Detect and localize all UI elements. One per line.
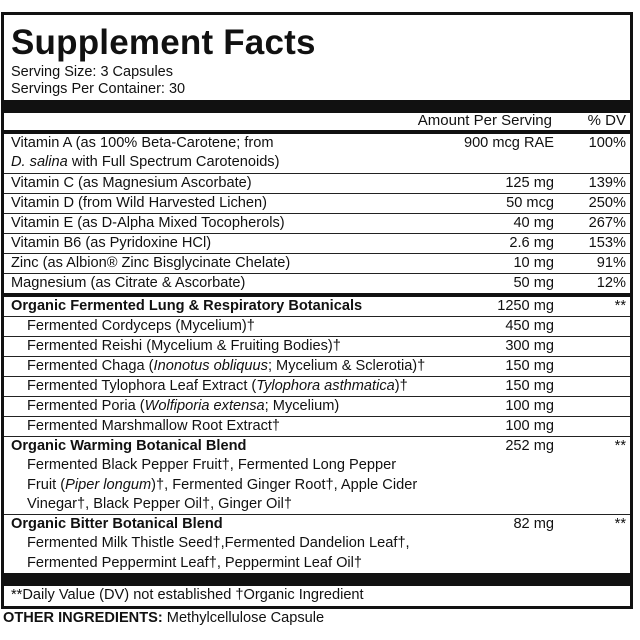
blend-name: Organic Fermented Lung & Respiratory Botanicals — [11, 298, 363, 314]
ingredient-amount: 300 mg — [505, 338, 554, 354]
ingredient-amount: 100 mg — [505, 398, 554, 414]
nutrient-row-vitamin-a — [4, 134, 630, 173]
servings-per-container: Servings Per Container: 30 — [11, 81, 186, 97]
nutrient-amount: 50 mg — [513, 275, 554, 291]
ingredient-name: Fermented Tylophora Leaf Extract (Tylophora asthmatica)† — [27, 378, 408, 394]
blend-row-warming — [4, 436, 630, 515]
nutrient-row-magnesium — [4, 273, 630, 293]
nutrient-name: Vitamin D (from Wild Harvested Lichen) — [11, 195, 268, 211]
nutrient-name: Vitamin A (as 100% Beta-Carotene; from — [11, 135, 274, 151]
nutrient-dv: 139% — [588, 175, 626, 191]
blend-row-bitter — [4, 514, 630, 575]
ingredient-name: Fermented Cordyceps (Mycelium)† — [27, 318, 255, 334]
other-ingredients-value: Methylcellulose Capsule — [162, 610, 325, 626]
nutrient-dv: 267% — [588, 215, 626, 231]
nutrient-name-rest: with Full Spectrum Carotenoids) — [67, 154, 280, 170]
other-ingredients-label: OTHER INGREDIENTS: — [3, 610, 163, 626]
nutrient-name: Zinc (as Albion® Zinc Bisglycinate Chelate) — [11, 255, 291, 271]
supplement-facts-panel — [1, 12, 633, 609]
ingredient-row — [4, 376, 630, 396]
nutrient-dv: 91% — [596, 255, 626, 271]
nutrient-name: Vitamin E (as D-Alpha Mixed Tocopherols) — [11, 215, 285, 231]
blend-dv: ** — [614, 438, 626, 454]
blend-amount: 82 mg — [513, 516, 554, 532]
nutrient-name: Vitamin C (as Magnesium Ascorbate) — [11, 175, 252, 191]
ingredient-amount: 450 mg — [505, 318, 554, 334]
blend-name: Organic Bitter Botanical Blend — [11, 516, 223, 532]
ingredient-name: Fermented Poria (Wolfiporia extensa; Mycelium) — [27, 398, 340, 414]
nutrient-amount: 2.6 mg — [509, 235, 554, 251]
footnote: **Daily Value (DV) not established †Organic Ingredient — [11, 587, 364, 603]
ingredient-name: Fermented Reishi (Mycelium & Fruiting Bodies)† — [27, 338, 341, 354]
blend-ingredients-line: Fermented Black Pepper Fruit†, Fermented Long Pepper — [27, 457, 397, 473]
nutrient-amount: 125 mg — [505, 175, 554, 191]
nutrient-row-vitamin-b6 — [4, 233, 630, 253]
ingredient-amount: 100 mg — [505, 418, 554, 434]
bottom-thick-bar — [4, 573, 630, 586]
ingredient-row — [4, 416, 630, 436]
blend-row-lung — [4, 297, 630, 316]
nutrient-amount: 40 mg — [513, 215, 554, 231]
ingredient-name: Fermented Marshmallow Root Extract† — [27, 418, 281, 434]
nutrient-dv: 12% — [596, 275, 626, 291]
nutrient-amount: 10 mg — [513, 255, 554, 271]
nutrient-name: Vitamin B6 (as Pyridoxine HCl) — [11, 235, 212, 251]
nutrient-row-vitamin-c — [4, 173, 630, 193]
nutrient-row-zinc — [4, 253, 630, 273]
blend-amount: 1250 mg — [497, 298, 554, 314]
blend-dv: ** — [614, 516, 626, 532]
nutrient-row-vitamin-e — [4, 213, 630, 233]
blend-ingredients-line: Fermented Milk Thistle Seed†,Fermented Dandelion Leaf†, — [27, 535, 410, 551]
nutrient-dv: 153% — [588, 235, 626, 251]
nutrient-amount: 50 mcg — [506, 195, 554, 211]
nutrient-name: Magnesium (as Citrate & Ascorbate) — [11, 275, 246, 291]
ingredient-row — [4, 356, 630, 376]
ingredient-row — [4, 396, 630, 416]
ingredient-name: Fermented Chaga (Inonotus obliquus; Mycelium & Sclerotia)† — [27, 358, 426, 374]
nutrient-amount: 900 mcg RAE — [463, 135, 554, 151]
panel-title: Supplement Facts — [11, 23, 316, 62]
blend-ingredients-line: Fermented Peppermint Leaf†, Peppermint Leaf Oil† — [27, 555, 363, 571]
blend-ingredients-line: Fruit (Piper longum)†, Fermented Ginger Root†, Apple Cider — [27, 477, 418, 493]
ingredient-row — [4, 316, 630, 336]
dv-header: % DV — [587, 112, 626, 129]
blend-dv: ** — [614, 298, 626, 314]
ingredient-row — [4, 336, 630, 356]
ingredient-amount: 150 mg — [505, 358, 554, 374]
nutrient-name-cont — [11, 153, 279, 172]
nutrient-row-vitamin-d — [4, 193, 630, 213]
nutrient-dv: 100% — [588, 135, 626, 151]
latin-name: D. salina — [11, 154, 68, 170]
serving-size: Serving Size: 3 Capsules — [11, 64, 173, 80]
other-ingredients — [3, 609, 324, 628]
amount-header: Amount Per Serving — [417, 112, 552, 129]
blend-name: Organic Warming Botanical Blend — [11, 438, 247, 454]
blend-amount: 252 mg — [505, 438, 554, 454]
ingredient-amount: 150 mg — [505, 378, 554, 394]
blend-ingredients-line: Vinegar†, Black Pepper Oil†, Ginger Oil† — [27, 496, 292, 512]
nutrient-dv: 250% — [588, 195, 626, 211]
